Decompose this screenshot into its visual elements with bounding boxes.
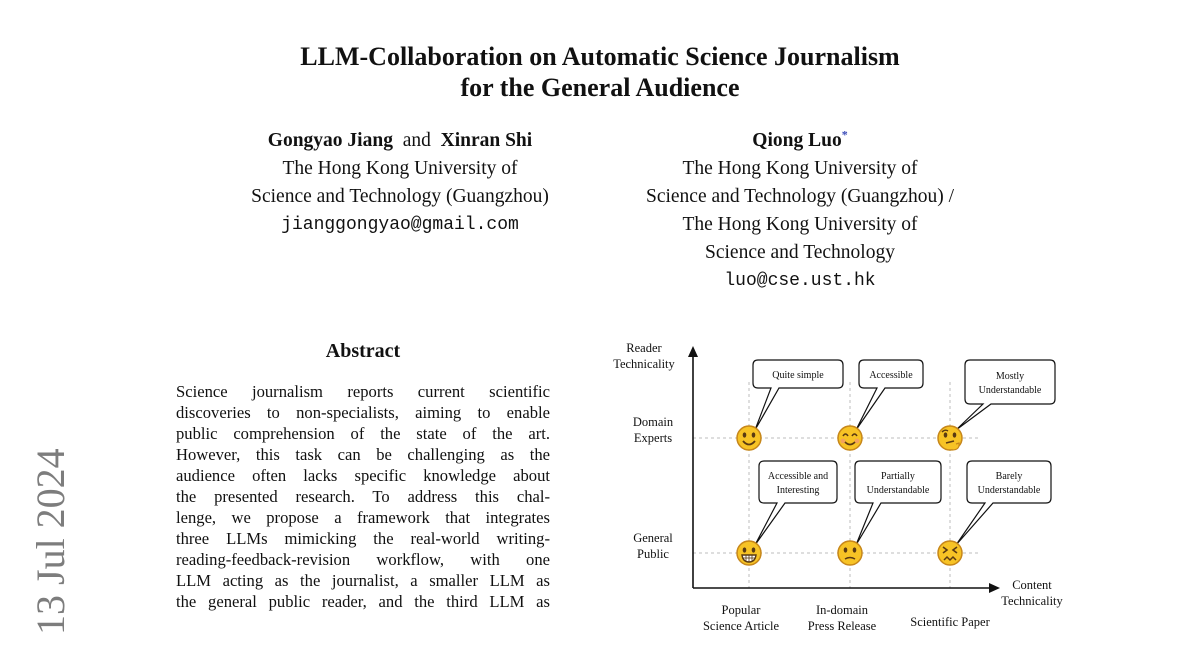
confused-face-icon xyxy=(838,541,862,565)
figure-speech-bubbles xyxy=(753,360,1055,545)
speech-bubble xyxy=(753,360,843,430)
arxiv-date-stamp: 13 Jul 2024 xyxy=(28,448,73,635)
affiliation-line: Science and Technology xyxy=(705,242,895,263)
abstract-body xyxy=(176,381,550,612)
speech-bubble xyxy=(755,461,837,545)
thinking-face-icon xyxy=(938,426,962,450)
author-email[interactable]: luo@cse.ust.hk xyxy=(724,271,876,291)
author-conjunction: and xyxy=(402,130,431,151)
author-email[interactable]: jianggongyao@gmail.com xyxy=(281,215,519,235)
abstract-line: discoveries to non-specialists, aiming to enable xyxy=(176,403,550,422)
author-block-right xyxy=(600,127,1000,295)
paper-title xyxy=(0,41,1200,103)
blushing-face-icon xyxy=(838,426,862,450)
title-line-2: for the General Audience xyxy=(460,73,740,102)
speech-bubble xyxy=(956,461,1051,545)
x-level-label-scientific-paper: Scientific Paper xyxy=(910,615,990,629)
corresponding-author-mark[interactable]: * xyxy=(841,127,848,142)
speech-bubble-text: Mostly Understandable xyxy=(978,371,1042,396)
abstract-line: the presented research. To address this chal- xyxy=(176,487,550,506)
abstract-line: Science journalism reports current scientific xyxy=(176,382,550,401)
author-name-2: Xinran Shi xyxy=(440,130,533,151)
abstract-line: audience often lacks specific knowledge about xyxy=(176,466,550,485)
author-block-left xyxy=(190,127,610,239)
abstract-line: the general public reader, and the third LLM as xyxy=(176,592,550,611)
speech-bubble-text: Partially Understandable xyxy=(866,471,930,496)
affiliation-line: The Hong Kong University of xyxy=(682,158,918,179)
persevering-face-icon xyxy=(938,541,962,565)
speech-bubble-text: Barely Understandable xyxy=(977,471,1041,496)
speech-bubble xyxy=(855,461,941,545)
author-names-right xyxy=(600,127,1000,155)
abstract-heading: Abstract xyxy=(325,340,401,362)
y-axis-arrow-icon xyxy=(688,346,698,357)
abstract-line: public comprehension of the state of the art. xyxy=(176,424,550,443)
abstract-line: However, this task can be challenging as the xyxy=(176,445,550,464)
grinning-face-icon xyxy=(737,541,761,565)
speech-bubble xyxy=(856,360,923,430)
affiliation-line: Science and Technology (Guangzhou) / xyxy=(645,186,954,207)
y-level-label-general-public: General Public xyxy=(633,531,673,561)
speech-bubble-text: Quite simple xyxy=(772,370,824,381)
x-axis-label: Content Technicality xyxy=(1001,578,1063,608)
affiliation-line: The Hong Kong University of xyxy=(682,214,918,235)
author-name-1: Gongyao Jiang xyxy=(267,130,393,151)
figure-readability-diagram xyxy=(600,330,1100,648)
affiliation-line: The Hong Kong University of xyxy=(282,158,518,179)
affiliation-line: Science and Technology (Guangzhou) xyxy=(251,186,549,207)
y-axis-label: Reader Technicality xyxy=(613,341,675,371)
abstract-line: lenge, we propose a framework that integrates xyxy=(176,508,550,527)
abstract-line: reading-feedback-revision workflow, with one xyxy=(176,550,550,569)
x-axis-arrow-icon xyxy=(989,583,1000,593)
author-names-left xyxy=(190,127,610,155)
x-level-label-press-release: In-domain Press Release xyxy=(807,603,877,633)
x-level-label-popular-science: Popular Science Article xyxy=(702,603,780,633)
speech-bubble xyxy=(956,360,1055,430)
speech-bubble-text: Accessible and Interesting xyxy=(767,471,829,496)
author-name-3: Qiong Luo xyxy=(752,130,842,151)
y-level-label-domain-experts: Domain Experts xyxy=(632,415,674,445)
title-line-1: LLM-Collaboration on Automatic Science Journalism xyxy=(300,42,900,71)
abstract-line: LLM acting as the journalist, a smaller LLM as xyxy=(176,571,550,590)
speech-bubble-text: Accessible xyxy=(869,370,913,381)
smiling-face-icon xyxy=(737,426,761,450)
abstract-line: three LLMs mimicking the real-world writing- xyxy=(176,529,550,548)
